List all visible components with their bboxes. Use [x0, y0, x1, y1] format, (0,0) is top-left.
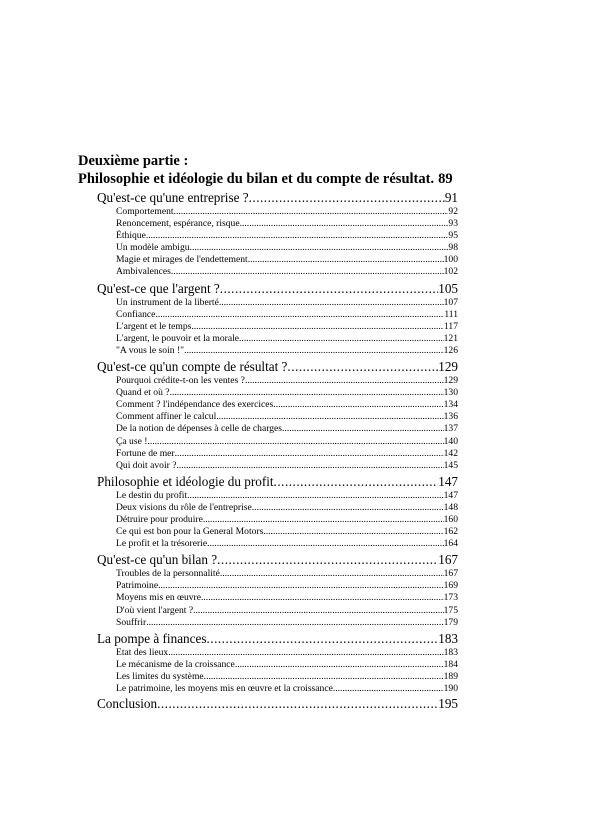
- dot-leader: [204, 671, 444, 683]
- chapter-title: Philosophie et idéologie du profit: [97, 473, 274, 489]
- toc-section-entry: [78, 411, 458, 423]
- toc-section-entry: [78, 375, 458, 387]
- chapter-page-number: 147: [438, 473, 458, 489]
- toc-section-entry: [78, 605, 458, 617]
- section-title: Comportement: [116, 206, 174, 217]
- toc-section-entry: [78, 568, 458, 580]
- dot-leader: [184, 345, 444, 357]
- section-title: Ce qui est bon pour la General Motors: [116, 526, 264, 538]
- dot-leader: [220, 568, 444, 580]
- toc-section-entry: [78, 206, 458, 218]
- toc-section-entry: [78, 333, 458, 345]
- part-page-number: 89: [438, 171, 453, 187]
- dot-leader: [235, 659, 444, 671]
- toc-section-entry: [78, 514, 458, 526]
- dot-leader: [157, 695, 438, 712]
- section-page-number: 130: [443, 387, 458, 399]
- dot-leader: [287, 358, 438, 375]
- dot-leader: [171, 266, 444, 278]
- toc-section-entry: [78, 399, 458, 411]
- section-title: Le mécanisme de la croissance: [116, 658, 235, 670]
- chapter-title: Qu'est-ce qu'un compte de résultat ?: [97, 359, 288, 375]
- section-title: Ambivalences: [116, 266, 171, 278]
- dot-leader: [273, 399, 443, 411]
- part-title-row: [78, 170, 458, 188]
- section-title: Moyens mis en œuvre: [116, 592, 201, 604]
- toc-section-entry: [78, 490, 458, 502]
- section-title: D'où vient l'argent ?: [116, 604, 194, 616]
- toc-section-entry: [78, 345, 458, 357]
- dot-leader: [193, 605, 444, 617]
- dot-leader: [219, 297, 444, 309]
- toc-section-entry: [78, 526, 458, 538]
- section-page-number: 100: [443, 254, 458, 266]
- dot-leader: [248, 254, 444, 266]
- dot-leader: [187, 490, 443, 502]
- toc-section-entry: [78, 436, 458, 448]
- dot-leader: [176, 460, 443, 472]
- dot-leader: [191, 321, 444, 333]
- chapter-title: Qu'est-ce que l'argent ?: [97, 280, 220, 296]
- section-page-number: 147: [443, 489, 458, 501]
- section-page-number: 117: [443, 320, 458, 332]
- dot-leader: [249, 189, 445, 206]
- section-title: Renoncement, espérance, risque: [116, 218, 240, 230]
- section-title: Comment affiner le calcul: [116, 411, 217, 423]
- section-title: Ça use !: [116, 435, 148, 447]
- toc-chapter-entry: [78, 551, 458, 568]
- section-page-number: 93: [448, 218, 458, 230]
- part-title: Philosophie et idéologie du bilan et du compte de résultat.: [78, 171, 435, 187]
- chapter-title: Qu'est-ce qu'une entreprise ?: [97, 190, 249, 205]
- toc-section-entry: [78, 460, 458, 472]
- dot-leader: [147, 436, 443, 448]
- section-title: De la notion de dépenses à celle de charges: [116, 423, 283, 435]
- toc-chapter-entry: [78, 358, 458, 375]
- toc-section-entry: [78, 254, 458, 266]
- dot-leader: [333, 683, 444, 695]
- dot-leader: [168, 647, 443, 659]
- section-page-number: 142: [443, 447, 458, 459]
- dot-leader: [175, 448, 444, 460]
- toc-section-entry: [78, 683, 458, 695]
- section-title: Pourquoi crédite-t-on les ventes ?: [116, 375, 245, 387]
- toc-section-entry: [78, 647, 458, 659]
- chapter-page-number: 183: [438, 630, 458, 646]
- section-page-number: 164: [443, 538, 458, 550]
- toc-section-entry: [78, 218, 458, 230]
- part-label: Deuxième partie :: [78, 153, 189, 169]
- table-of-contents: [78, 152, 458, 712]
- dot-leader: [217, 551, 438, 568]
- dot-leader: [252, 502, 444, 514]
- dot-leader: [146, 230, 449, 242]
- section-title: L'argent et le temps: [116, 320, 192, 332]
- section-title: Quand et où ?: [116, 387, 170, 399]
- section-page-number: 179: [443, 616, 458, 628]
- section-page-number: 126: [443, 344, 458, 356]
- chapter-title: Conclusion: [97, 696, 158, 712]
- section-title: Troubles de la personnalité: [116, 568, 220, 580]
- section-title: Patrimoine: [116, 580, 159, 592]
- section-title: Souffrir: [116, 616, 147, 628]
- section-title: Deux visions du rôle de l'entreprise: [116, 501, 252, 513]
- dot-leader: [190, 242, 449, 254]
- dot-leader: [239, 333, 444, 345]
- section-title: Le profit et la trésorerie: [116, 538, 208, 550]
- section-page-number: 162: [443, 526, 458, 538]
- section-page-number: 129: [443, 375, 458, 387]
- section-page-number: 136: [443, 411, 458, 423]
- section-page-number: 145: [443, 459, 458, 471]
- section-title: Magie et mirages de l'endettement: [116, 254, 248, 266]
- chapter-page-number: 91: [444, 190, 458, 205]
- toc-section-entry: [78, 671, 458, 683]
- section-page-number: 107: [443, 296, 458, 308]
- toc-section-entry: [78, 321, 458, 333]
- dot-leader: [216, 411, 443, 423]
- section-page-number: 190: [443, 683, 458, 694]
- dot-leader: [155, 309, 444, 321]
- section-title: Éthique: [116, 230, 146, 242]
- toc-section-entry: [78, 580, 458, 592]
- section-page-number: 184: [443, 658, 458, 670]
- section-title: Qui doit avoir ?: [116, 459, 177, 471]
- section-page-number: 92: [448, 206, 458, 217]
- section-page-number: 134: [443, 399, 458, 411]
- dot-leader: [263, 526, 443, 538]
- toc-section-entry: [78, 423, 458, 435]
- toc-section-entry: [78, 538, 458, 550]
- section-title: Les limites du système: [116, 670, 204, 682]
- section-title: "A vous le soin !": [116, 344, 185, 356]
- toc-section-entry: [78, 309, 458, 321]
- toc-section-entry: [78, 592, 458, 604]
- section-page-number: 173: [443, 592, 458, 604]
- dot-leader: [170, 387, 444, 399]
- section-page-number: 102: [443, 266, 458, 278]
- dot-leader: [282, 423, 444, 435]
- section-page-number: 148: [443, 501, 458, 513]
- toc-chapter-entry: [78, 473, 458, 490]
- chapter-title: La pompe à finances: [97, 630, 207, 646]
- toc-section-entry: [78, 448, 458, 460]
- toc-section-entry: [78, 242, 458, 254]
- chapter-page-number: 167: [438, 552, 458, 568]
- toc-chapter-entry: [78, 695, 458, 712]
- dot-leader: [146, 617, 443, 629]
- section-title: Le patrimoine, les moyens mis en œuvre et la croissance: [116, 683, 333, 694]
- section-page-number: 98: [448, 242, 458, 254]
- section-page-number: 121: [443, 332, 458, 344]
- section-title: Un instrument de la liberté: [116, 296, 219, 308]
- section-page-number: 140: [443, 435, 458, 447]
- toc-chapter-entry: [78, 280, 458, 297]
- toc-section-entry: [78, 659, 458, 671]
- section-page-number: 137: [443, 423, 458, 435]
- section-title: Confiance: [116, 308, 156, 320]
- section-page-number: 175: [443, 604, 458, 616]
- section-title: L'argent, le pouvoir et la morale: [116, 332, 240, 344]
- section-title: Comment ? l'indépendance des exercices: [116, 399, 274, 411]
- toc-entries: [78, 189, 458, 712]
- dot-leader: [201, 592, 444, 604]
- dot-leader: [174, 206, 449, 218]
- chapter-page-number: 105: [438, 280, 458, 296]
- dot-leader: [203, 514, 444, 526]
- dot-leader: [274, 473, 439, 490]
- toc-section-entry: [78, 617, 458, 629]
- chapter-title: Qu'est-ce qu'un bilan ?: [97, 552, 218, 568]
- toc-section-entry: [78, 266, 458, 278]
- section-page-number: 183: [443, 646, 458, 658]
- section-title: Fortune de mer: [116, 447, 175, 459]
- section-page-number: 95: [448, 230, 458, 242]
- section-title: Un modèle ambigu: [116, 242, 190, 254]
- section-page-number: 167: [443, 568, 458, 580]
- dot-leader: [245, 375, 444, 387]
- section-title: Etat des lieux: [116, 646, 169, 658]
- section-page-number: 160: [443, 513, 458, 525]
- toc-section-entry: [78, 502, 458, 514]
- section-page-number: 189: [443, 670, 458, 682]
- toc-chapter-entry: [78, 189, 458, 206]
- section-title: Le destin du profit: [116, 489, 188, 501]
- chapter-page-number: 195: [438, 696, 458, 712]
- dot-leader: [207, 538, 444, 550]
- dot-leader: [240, 218, 449, 230]
- section-page-number: 169: [443, 580, 458, 592]
- toc-section-entry: [78, 297, 458, 309]
- toc-chapter-entry: [78, 630, 458, 647]
- section-title: Détruire pour produire: [116, 513, 203, 525]
- dot-leader: [220, 280, 438, 297]
- chapter-page-number: 129: [438, 359, 458, 375]
- toc-section-entry: [78, 230, 458, 242]
- dot-leader: [158, 580, 444, 592]
- dot-leader: [206, 630, 438, 647]
- section-page-number: 111: [444, 308, 458, 320]
- toc-section-entry: [78, 387, 458, 399]
